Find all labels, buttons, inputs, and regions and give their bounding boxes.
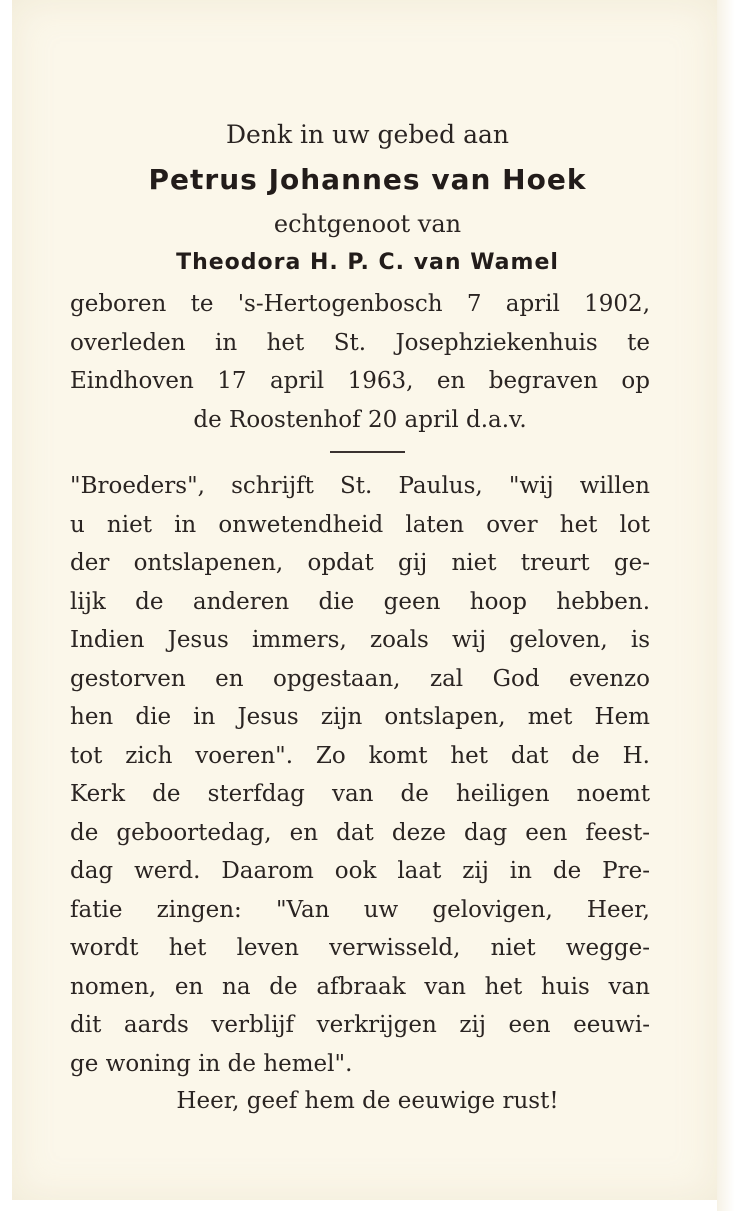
scripture-line: hen die in Jesus zijn ontslapen, met Hem (70, 704, 650, 730)
biography-line: de Roostenhof 20 april d.a.v. (193, 406, 527, 433)
spouse-name: Theodora H. P. C. van Wamel (176, 250, 559, 275)
scripture-line: tot zich voeren". Zo komt het dat de H. (70, 742, 650, 769)
scripture-line: dit aards verblijf verkrijgen zij een eeuwi- (70, 1012, 650, 1038)
scripture-line: Indien Jesus immers, zoals wij geloven, is (70, 627, 650, 653)
closing-prayer: Heer, geef hem de eeuwige rust! (176, 1088, 559, 1114)
scripture-line: lijk de anderen die geen hoop hebben. (70, 588, 650, 615)
biography-block (70, 285, 650, 439)
scripture-line: nomen, en na de afbraak van het huis van (70, 973, 650, 1000)
biography-line: overleden in het St. Josephziekenhuis te (70, 329, 650, 356)
intro-line: Denk in uw gebed aan (226, 120, 509, 149)
scripture-line: der ontslapenen, opdat gij niet treurt ge- (70, 550, 650, 576)
scripture-line: u niet in onwetendheid laten over het lot (70, 511, 650, 538)
spouse-intro-line: echtgenoot van (273, 210, 462, 238)
scripture-line: fatie zingen: "Van uw gelovigen, Heer, (70, 896, 650, 923)
deceased-name: Petrus Johannes van Hoek (148, 163, 587, 196)
biography-line: geboren te 's-Hertogenbosch 7 april 1902, (70, 291, 650, 317)
scripture-block (70, 467, 650, 1083)
scripture-line: "Broeders", schrijft St. Paulus, "wij willen (70, 473, 650, 499)
scripture-line: Kerk de sterfdag van de heiligen noemt (70, 781, 650, 807)
scripture-line: dag werd. Daarom ook laat zij in de Pre- (70, 858, 650, 884)
scripture-line: de geboortedag, en dat deze dag een feest- (70, 819, 650, 846)
scripture-line: ge woning in de hemel". (70, 1050, 353, 1077)
divider-rule (330, 451, 405, 453)
biography-line: Eindhoven 17 april 1963, en begraven op (70, 368, 650, 394)
scripture-line: gestorven en opgestaan, zal God evenzo (70, 665, 650, 692)
scripture-line: wordt het leven verwisseld, niet wegge- (70, 935, 650, 961)
